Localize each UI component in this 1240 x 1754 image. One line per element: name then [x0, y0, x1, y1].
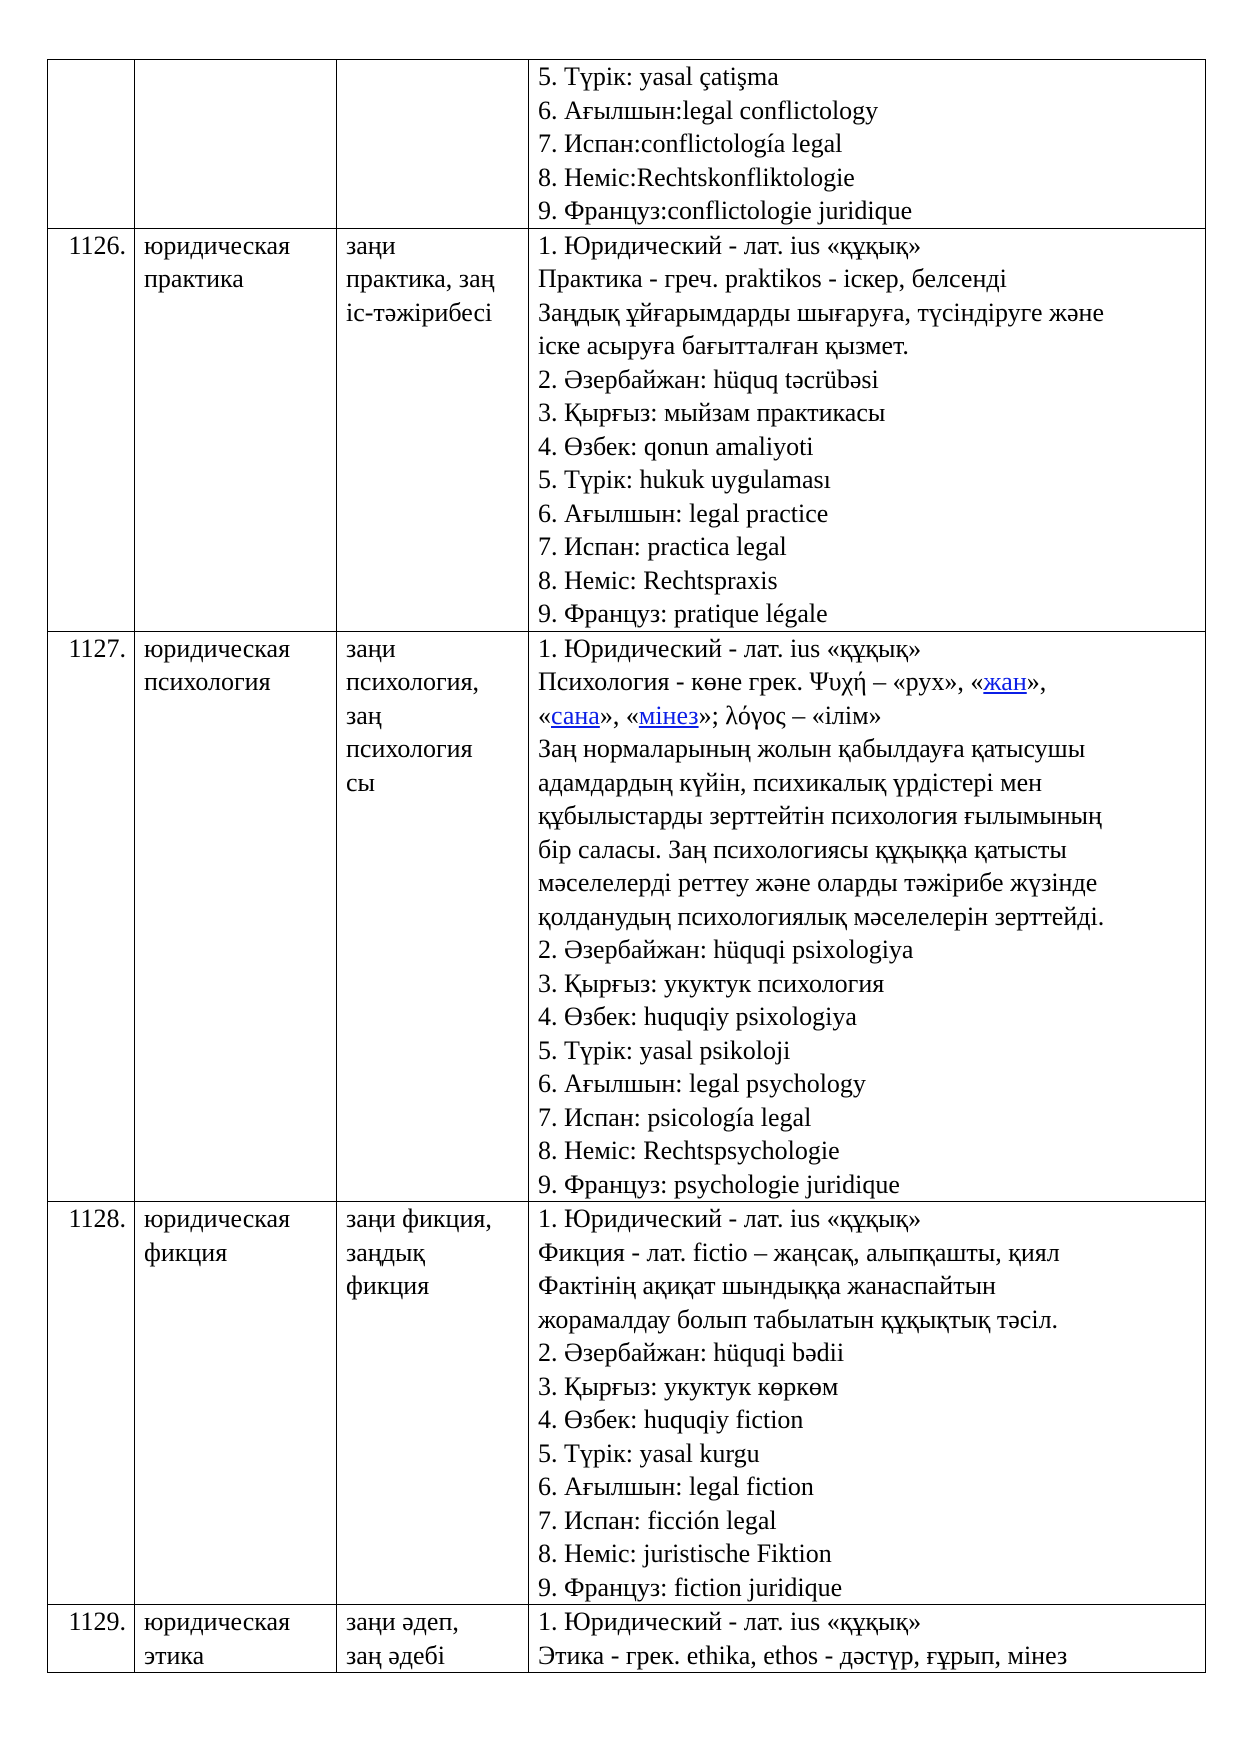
definition-line: 2. Әзербайжан: hüquqi psixologiya: [538, 935, 914, 964]
definition-line: 8. Неміс:Rechtskonfliktologie: [538, 162, 855, 192]
definition-line: Фикция - лат. fictio – жаңсақ, алыпқашты, қиял: [538, 1237, 1060, 1267]
definition-line: 4. Өзбек: qonun amaliyoti: [538, 431, 814, 461]
russian-term-line: юридическая: [144, 1607, 291, 1636]
kazakh-term: [337, 1202, 529, 1605]
kazakh-term-line: практика, заң: [346, 264, 495, 293]
definition-line: 1. Юридический - лат. ius «құқық»: [538, 1607, 922, 1636]
definition-line: жорамалдау болып табылатын құқықтық тәсіл.: [538, 1304, 1059, 1334]
etymology-text: », «: [599, 700, 639, 730]
table-row: [48, 60, 1206, 229]
definition-line: Этика - грек. ethika, ethos - дәстүр, ғұрып, мінез: [538, 1640, 1068, 1670]
kazakh-term: [337, 1605, 529, 1673]
entry-number: 1127.: [48, 631, 135, 1202]
definition-line: Заң нормаларының жолын қабылдауға қатысушы: [538, 734, 1086, 763]
definition-line: 1. Юридический - лат. ius «құқық»: [538, 633, 922, 663]
definition-line: адамдардың күйін, психикалық үрдістері мен: [538, 767, 1043, 797]
link-sana[interactable]: сана: [551, 700, 600, 730]
kazakh-term-line: заң: [346, 700, 382, 730]
table-row: [48, 228, 1206, 631]
kazakh-term: [337, 60, 529, 229]
link-minez[interactable]: мінез: [638, 700, 699, 730]
definition-line: 7. Испан: practica legal: [538, 532, 787, 561]
russian-term: [135, 1605, 337, 1673]
russian-term-line: фикция: [144, 1237, 228, 1267]
table-row: [48, 631, 1206, 1202]
definition-line: 6. Ағылшын: legal fiction: [538, 1472, 814, 1501]
definition-line: 5. Түрік: hukuk uygulaması: [538, 465, 831, 494]
kazakh-term-line: психология: [346, 734, 473, 763]
definition-line: 7. Испан: psicología legal: [538, 1102, 812, 1132]
kazakh-term-line: заңи фикция,: [346, 1204, 492, 1233]
definition-line: 5. Түрік: yasal psikoloji: [538, 1035, 791, 1065]
definition-line: 2. Әзербайжан: hüquq təcrübəsi: [538, 364, 879, 394]
kazakh-term: [337, 228, 529, 631]
link-jan[interactable]: жан: [983, 667, 1027, 696]
definition-line: 1. Юридический - лат. ius «құқық»: [538, 1204, 922, 1233]
russian-term: [135, 228, 337, 631]
kazakh-term: [337, 631, 529, 1202]
russian-term-line: практика: [144, 264, 244, 293]
definition-line: 9. Француз:conflictologie juridique: [538, 196, 913, 225]
entry-number: 1128.: [48, 1202, 135, 1605]
kazakh-term-line: заңдық: [346, 1237, 426, 1267]
definition-line: 3. Қырғыз: укуктук көркөм: [538, 1371, 839, 1401]
definition-cell: [529, 1202, 1206, 1605]
definition-line: 5. Түрік: yasal çatişma: [538, 62, 779, 91]
definition-line: 7. Испан:conflictología legal: [538, 129, 843, 158]
definition-line: 3. Қырғыз: укуктук психология: [538, 968, 885, 998]
entry-number: 1129.: [48, 1605, 135, 1673]
definition-line: Заңдық ұйғарымдарды шығаруға, түсіндіруге және: [538, 297, 1104, 327]
definition-line: 1. Юридический - лат. ius «құқық»: [538, 230, 922, 260]
definition-line: 5. Түрік: yasal kurgu: [538, 1438, 760, 1468]
entry-number: 1126.: [48, 228, 135, 631]
kazakh-term-line: заңи: [346, 230, 396, 260]
definition-line: 8. Неміс: juristische Fiktion: [538, 1539, 832, 1568]
etymology-text: Психология - көне грек. Ψυχή – «рух», «: [538, 667, 984, 696]
definition-line: Практика - греч. praktikos - іскер, белсенді: [538, 264, 1007, 293]
definition-line: қолданудың психологиялық мәселелерін зерттейді.: [538, 901, 1105, 931]
kazakh-term-line: фикция: [346, 1271, 430, 1300]
definition-line: 9. Француз: pratique légale: [538, 599, 828, 628]
russian-term-line: юридическая: [144, 1204, 291, 1233]
russian-term-line: этика: [144, 1640, 205, 1670]
definition-line: 9. Француз: fiction juridique: [538, 1572, 843, 1602]
definition-cell: [529, 228, 1206, 631]
etymology-text: «: [538, 700, 551, 730]
table-row: [48, 1605, 1206, 1673]
russian-term-line: юридическая: [144, 633, 291, 663]
definition-line: 4. Өзбек: huquqiy psixologiya: [538, 1002, 857, 1031]
definition-line: 3. Қырғыз: мыйзам практикасы: [538, 398, 886, 427]
definition-line: [538, 699, 1197, 733]
kazakh-term-line: іс-тәжірибесі: [346, 297, 493, 327]
russian-term: [135, 631, 337, 1202]
entry-number: [48, 60, 135, 229]
definition-line: 8. Неміс: Rechtspsychologie: [538, 1136, 840, 1165]
definition-line: 6. Ағылшын: legal psychology: [538, 1069, 866, 1098]
definition-line: 6. Ағылшын: legal practice: [538, 498, 829, 528]
dictionary-table: [47, 59, 1206, 1673]
definition-line: 9. Француз: psychologie juridique: [538, 1169, 900, 1199]
table-row: [48, 1202, 1206, 1605]
definition-line: бір саласы. Заң психологиясы құқыққа қатысты: [538, 834, 1067, 864]
definition-line: 2. Әзербайжан: hüquqi bədii: [538, 1338, 845, 1367]
russian-term-line: юридическая: [144, 230, 291, 260]
definition-cell: [529, 60, 1206, 229]
definition-line: 4. Өзбек: huquqiy fiction: [538, 1405, 804, 1434]
etymology-text: »; λόγος – «ілім»: [698, 700, 882, 730]
definition-line: 7. Испан: ficción legal: [538, 1505, 777, 1535]
kazakh-term-line: заңи: [346, 633, 396, 663]
definition-line: 6. Ағылшын:legal conflictology: [538, 95, 879, 125]
kazakh-term-line: заң әдебі: [346, 1640, 445, 1670]
kazakh-term-line: сы: [346, 767, 376, 797]
definition-line: 8. Неміс: Rechtspraxis: [538, 565, 778, 595]
kazakh-term-line: психология,: [346, 667, 480, 696]
definition-line: құбылыстарды зерттейтін психология ғылымының: [538, 801, 1102, 830]
russian-term: [135, 1202, 337, 1605]
russian-term: [135, 60, 337, 229]
kazakh-term-line: заңи әдеп,: [346, 1607, 459, 1636]
definition-line: Фактінің ақиқат шындыққа жанаспайтын: [538, 1271, 996, 1300]
russian-term-line: психология: [144, 667, 271, 696]
definition-line: мәселелерді реттеу және оларды тәжірибе жүзінде: [538, 868, 1098, 897]
definition-cell: [529, 631, 1206, 1202]
definition-line: іске асыруға бағытталған қызмет.: [538, 331, 909, 360]
definition-cell: [529, 1605, 1206, 1673]
definition-line: [538, 665, 1197, 699]
etymology-text: »,: [1026, 667, 1047, 696]
